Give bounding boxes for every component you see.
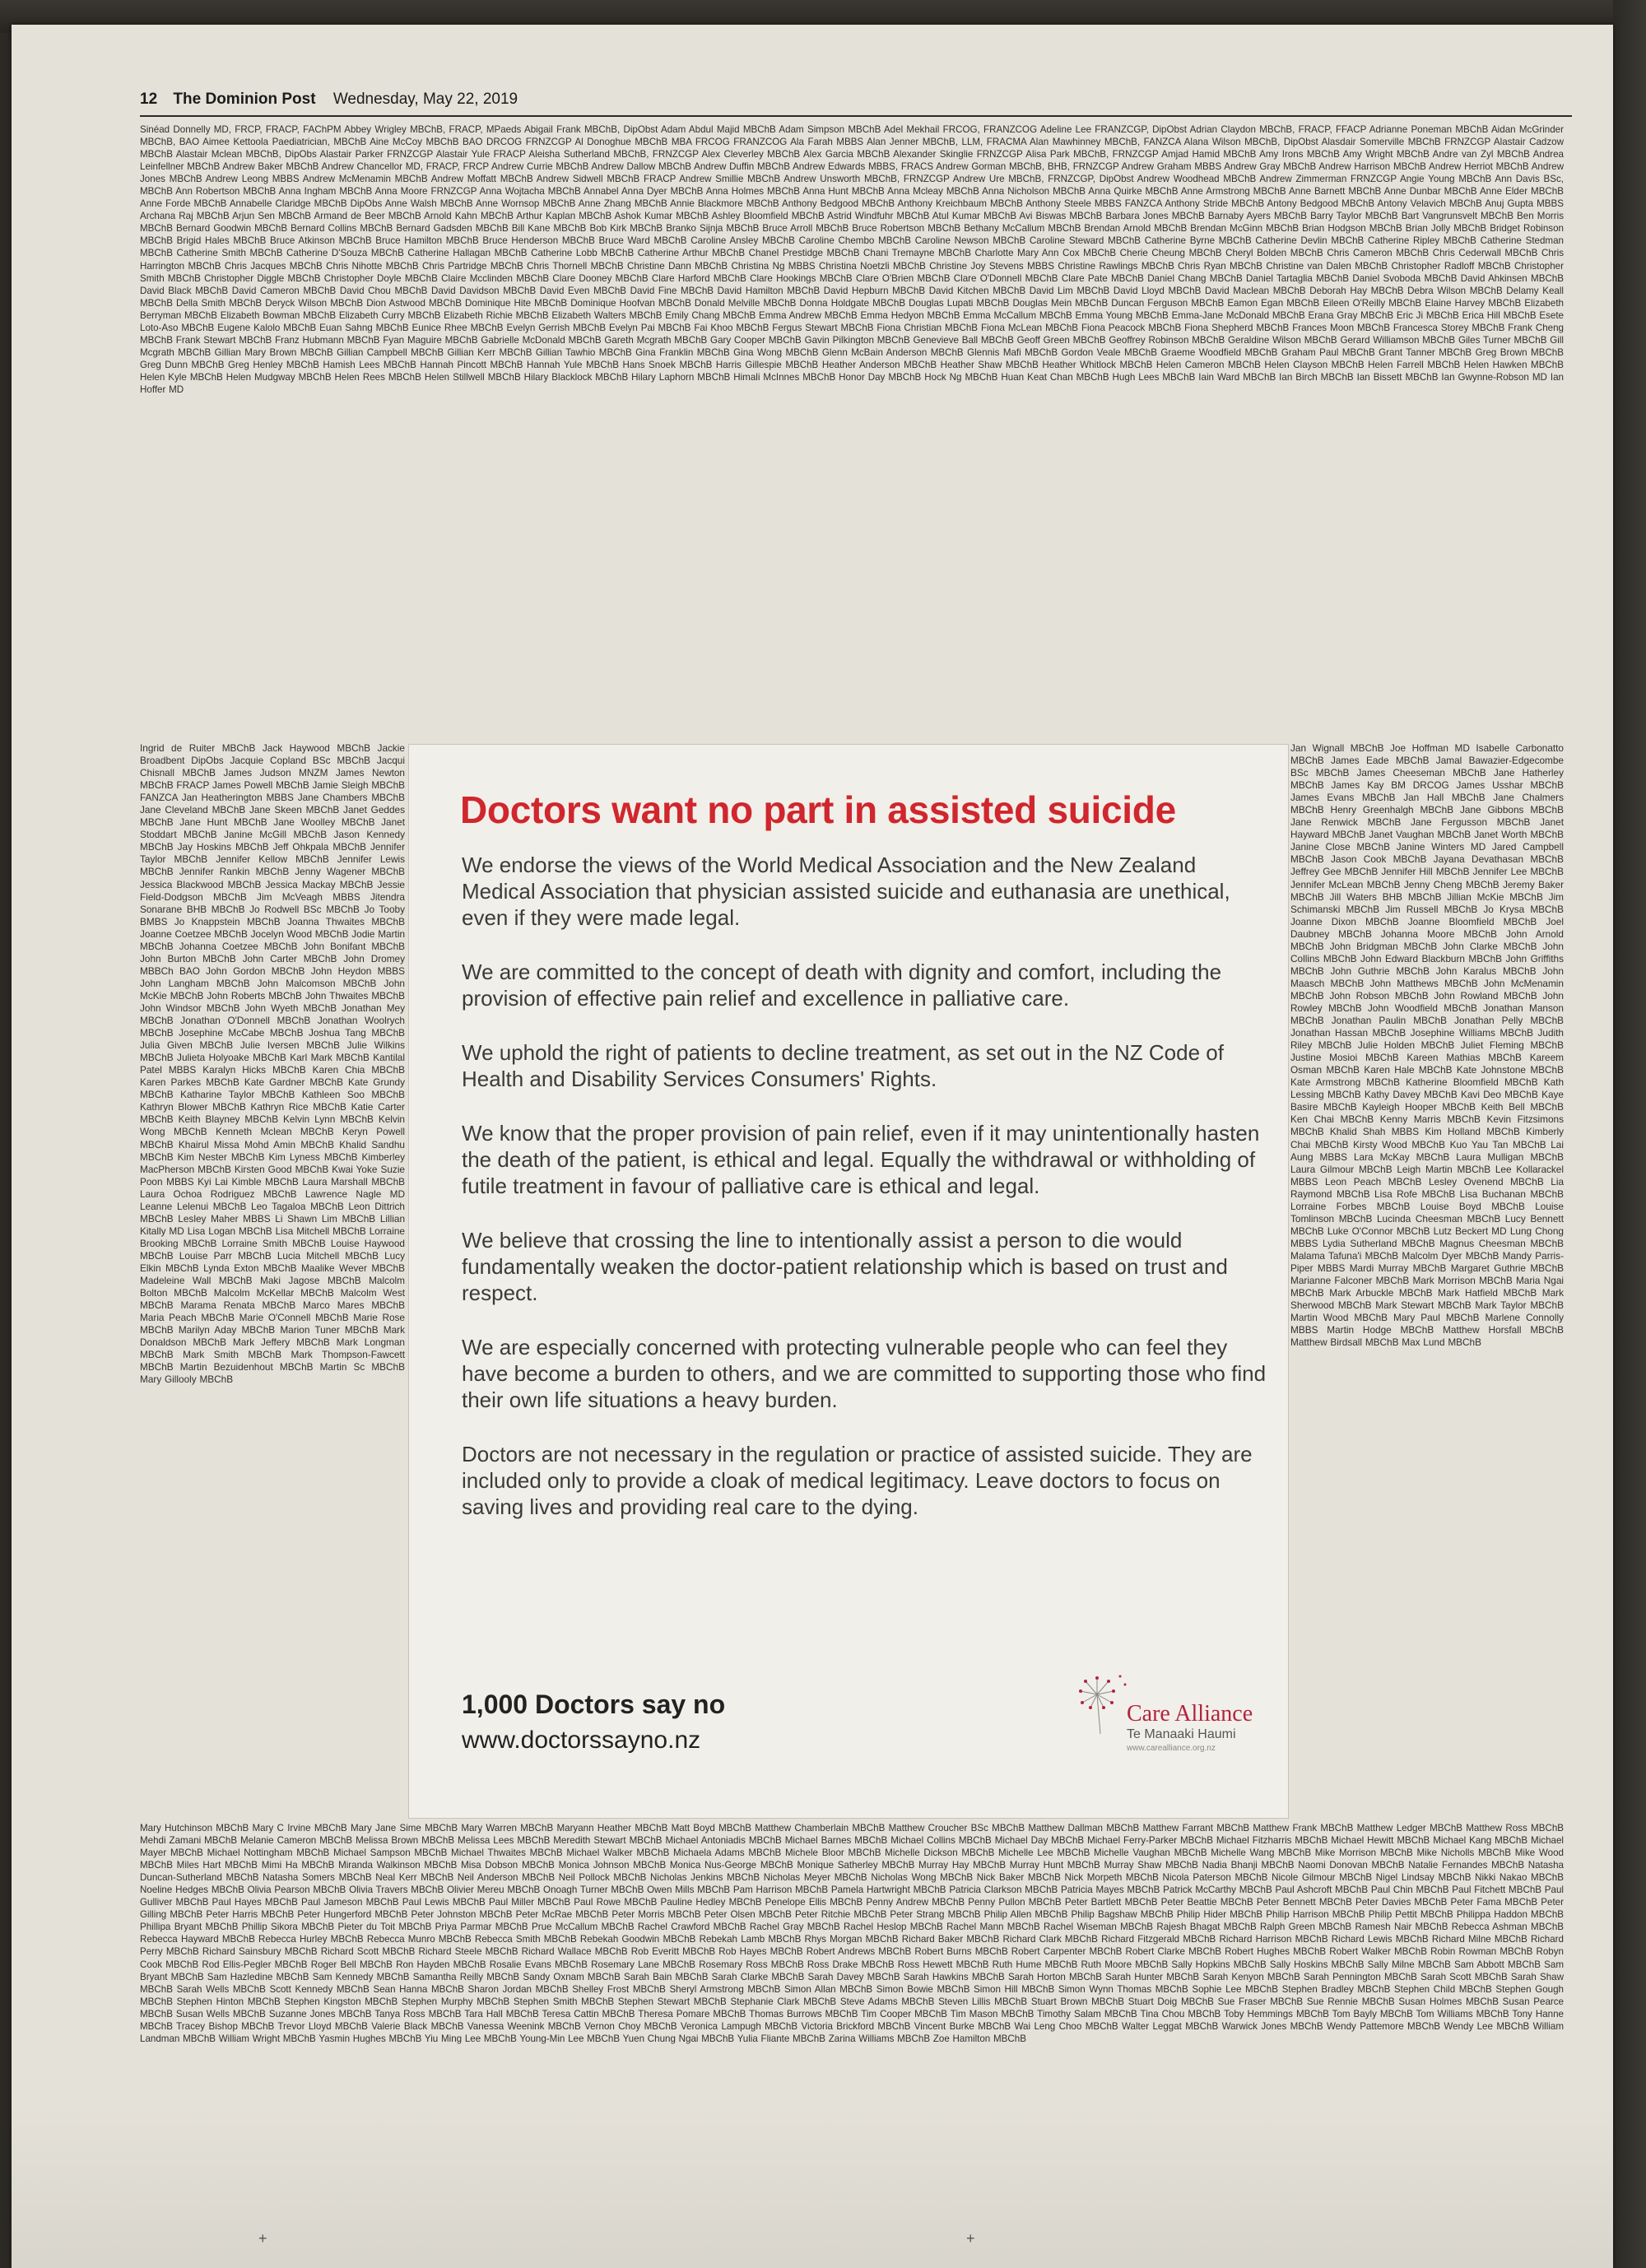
issue-date: Wednesday, May 22, 2019 [332, 91, 518, 108]
table-backdrop-right [1613, 0, 1646, 2268]
page-number: 12 [140, 91, 158, 108]
advert-paragraph: Doctors are not necessary in the regulation or practice of assisted suicide. They are included only to provide a cloak of medical legitimacy. Leave doctors to focus on saving lives and providing real care to the dying. [462, 1442, 1253, 1519]
advert-paragraph: We are especially concerned with protecting vulnerable people who can feel they have become a burden to others, and we are committed to supporting those who find their own life situations a heavy burden. [462, 1335, 1267, 1412]
advert-box [408, 744, 1289, 1819]
logo-subtitle: Te Manaaki Haumi [1127, 1727, 1236, 1741]
signatories-bottom: Mary Hutchinson MBChB Mary C Irvine MBChB Mary Jane Sime MBChB Mary Warren MBChB Maryann Heather MBChB Matt Boyd MBChB Matthew Chamberlain MBChB Matthew Croucher BSc MBChB Matthew Dallman MBChB Matthew Farrant MBChB Matthew Frank MBChB Matthew Ledger MBChB Matthew Ross MBChB Mehdi Zamani MBChB Melanie Cameron MBChB Melissa Brown MBChB Melissa Lees MBChB Meredith Stewart MBChB Michael Antoniadis MBChB Michael Barnes MBChB Michael Collins MBChB Michael Day MBChB Michael Ferry-Parker MBChB Michael Fitzharris MBChB Michael Hewitt MBChB Michael Kang MBChB Michael Mayer MBChB Michael Nottingham MBChB Michael Sampson MBChB Michael Thwaites MBChB Michael Walker MBChB Michaela Adams MBChB Michele Bloor MBChB Michelle Dickson MBChB Michelle Lee MBChB Michelle Vaughan MBChB Michelle Wang MBChB Mike Morrison MBChB Mike Nicholls MBChB Mike Wood MBChB Miles Hart MBChB Mimi Ha MBChB Miranda Walkinson MBChB Misa Dobson MBChB Monica Johnson MBChB Monica Nus-George MBChB Monique Satherley MBChB Murray Hay MBChB Murray Hunt MBChB Murray Shaw MBChB Nadia Bhanji MBChB Naomi Donovan MBChB Natalie Fernandes MBChB Natasha Duncan-Sutherland MBChB Natasha Somers MBChB Neal Kerr MBChB Neil Anderson MBChB Neil Pollock MBChB Nicholas Jenkins MBChB Nicholas Meyer MBChB Nicholas Wong MBChB Nick Baker MBChB Nick Morpeth MBChB Nicola Paterson MBChB Nicole Gilmour MBChB Nigel Lindsay MBChB Nikki Nakao MBChB Noeline Hedges MBChB Olivia Pearson MBChB Olivia Travers MBChB Olivier Mereu MBChB Onoagh Turner MBChB Owen Mills MBChB Pam Harrison MBChB Pamela Hartwright MBChB Patricia Clarkson MBChB Patricia Mayes MBChB Patrick McCarthy MBChB Paul Ashcroft MBChB Paul Chin MBChB Paul Fitchett MBChB Paul Gulliver MBChB Paul Hayes MBChB Paul Jameson MBChB Paul Lewis MBChB Paul Miller MBChB Paul Rowe MBChB Pauline Hedley MBChB Penelope Ellis MBChB Penny Andrew MBChB Penny Pullon MBChB Peter Bartlett MBChB Peter Beattie MBChB Peter Bennett MBChB Peter Davies MBChB Peter Fama MBChB Peter Gilling MBChB Peter Harris MBChB Peter Hungerford MBChB Peter Johnston MBChB Peter McRae MBChB Peter Morris MBChB Peter Olsen MBChB Peter Ritchie MBChB Peter Strang MBChB Philip Allen MBChB Philip Bagshaw MBChB Philip Hider MBChB Philip Harrison MBChB Philip Pettit MBChB Philippa Haddon MBChB Phillipa Bryant MBChB Phillip Sikora MBChB Pieter du Toit MBChB Priya Parmar MBChB Prue McCallum MBChB Rachel Crawford MBChB Rachel Gray MBChB Rachel Heslop MBChB Rachel Mann MBChB Rachel Wiseman MBChB Rajesh Bhagat MBChB Ralph Green MBChB Ramesh Nair MBChB Rebecca Ashman MBChB Rebecca Hayward MBChB Rebecca Hurley MBChB Rebecca Munro MBChB Rebecca Smith MBChB Rebekah Goodwin MBChB Rebekah Lamb MBChB Rhys Morgan MBChB Richard Baker MBChB Richard Clark MBChB Richard Fitzgerald MBChB Richard Harrison MBChB Richard Lewis MBChB Richard Milne MBChB Richard Perry MBChB Richard Sainsbury MBChB Richard Scott MBChB Richard Steele MBChB Richard Wallace MBChB Rob Everitt MBChB Rob Hayes MBChB Robert Andrews MBChB Robert Burns MBChB Robert Carpenter MBChB Robert Clarke MBChB Robert Hughes MBChB Robert Walker MBChB Robin Rowman MBChB Robyn Cook MBChB Rod Ellis-Pegler MBChB Roger Bell MBChB Ron Hayden MBChB Rosalie Evans MBChB Rosemary Lane MBChB Rosemary Ross MBChB Ross Drake MBChB Ross Hewett MBChB Ruth Hume MBChB Ruth Moore MBChB Sally Hopkins MBChB Sally Hoskins MBChB Sally Milne MBChB Sam Abbott MBChB Sam Bryant MBChB Sam Hazledine MBChB Sam Kennedy MBChB Samantha Reilly MBChB Sandy Oxnam MBChB Sarah Bain MBChB Sarah Clarke MBChB Sarah Davey MBChB Sarah Hawkins MBChB Sarah Horton MBChB Sarah Hunter MBChB Sarah Kenyon MBChB Sarah Pennington MBChB Sarah Scott MBChB Sarah Shaw MBChB Sarah Wells MBChB Scott Kennedy MBChB Sean Hanna MBChB Sharon Jordan MBChB Shelley Frost MBChB Sheryl Armstrong MBChB Simon Allan MBChB Simon Bowie MBChB Simon Hill MBChB Simon Wynn Thomas MBChB Sophie Lee MBChB Stephen Bradley MBChB Stephen Child MBChB Stephen Gough MBChB Stephen Hinton MBChB Stephen Kingston MBChB Stephen Murphy MBChB Stephen Smith MBChB Stephen Stewart MBChB Stephanie Clark MBChB Steve Adams MBChB Steven Lillis MBChB Stuart Brown MBChB Stuart Doig MBChB Sue Fraser MBChB Sue Rennie MBChB Susan Holmes MBChB Susan Pearce MBChB Susan Wells MBChB Suzanne Jones MBChB Tanya Ross MBChB Tara Hall MBChB Teresa Cattin MBChB Theresa Pomare MBChB Thomas Burrows MBChB Tim Cooper MBChB Tim Mason MBChB Timothy Salam MBChB Tina Chou MBChB Toby Hemmings MBChB Tom Bayly MBChB Tom Williams MBChB Tony Hanne MBChB Tracey Bishop MBChB Trevor Lloyd MBChB Valerie Black MBChB Vanessa Weenink MBChB Vernon Choy MBChB Veronica Lampugh MBChB Victoria Brickford MBChB Vincent Burke MBChB Wai Leng Choo MBChB Walter Leggat MBChB Warwick Jones MBChB Wendy Pattemore MBChB Wendy Lee MBChB William Landman MBChB William Wright MBChB Yasmin Hughes MBChB Yiu Ming Lee MBChB Young-Min Lee MBChB Yuen Chung Ngai MBChB Yulia Fliante MBChB Zarina Williams MBChB Zoe Hamilton MBChB [140, 1823, 1564, 2044]
page-bottom-margin [12, 2107, 1613, 2268]
advert-tagline: 1,000 Doctors say no [462, 1689, 726, 1719]
masthead-rule [140, 115, 1572, 117]
care-alliance-logo [1072, 1663, 1270, 1754]
registration-mark: + [966, 2230, 975, 2247]
signatories-top: Sinéad Donnelly MD, FRCP, FRACP, FAChPM Abbey Wrigley MBChB, FRACP, MPaeds Abigail Frank MBChB, DipObst Adam Abdul Majid MBChB Adam Simpson MBChB Adel Mekhail FRCOG, FRANZCOG Adeline Lee FRANZCGP, DipObst Adrian Claydon MBChB, FRACP, FFACP Adrianne Poneman MBChB Aidan McGrinder MBChB, BAO Aimee Kettoola Paediatrician, MBChB Aine McCoy MBChB BAO DRCOG FRNZCGP Al Donoghue MBChB MBA FRCOG FRANZCOG Ala Farah MBBS Alan Jenner MBChB, LLM, FRACMA Alan Mawhinney MBChB, FANZCA Alana Wilson MBChB, DipObst Alasdair Somerville MBChB FRNZCGP Alastair Cadzow MBChB Alastair Mclean MBChB, DipObs Alastair Parker FRNZCGP Alastair Yule FRACP Aleisha Sutherland MBChB, FRNZCGP Alex Cleverley MBChB Alex Garcia MBChB Alexander Skinglie FRNZCGP Alisa Park MBChB, FRNZCGP Amjad Hamid MBChB Amy Irons MBChB Amy Wright MBChB Andre van Zyl MBChB Andrea Leinfellner MBChB Andrew Baker MBChB Andrew Chancellor MD, FRACP, FRCP Andrew Currie MBChB Andrew Dallow MBChB Andrew Duffin MBChB Andrew Edwards MBBS, FRACS Andrew Gorman MBChB, BHB, FRNZCGP Andrew Graham MBBS Andrew Gray MBChB Andrew Harrison MBChB Andrew Herriot MBChB Andrew Jones MBChB Andrew Leong MBBS Andrew McMenamin MBChB Andrew Moffatt MBChB Andrew Sidwell MBChB FRACP Andrew Smillie MBChB Andrew Unsworth MBChB, FRNZCGP Andrew Ure MBChB, FRNZCGP, DipObst Andrew Woodhead MBChB Andrew Zimmerman FRNZCGP Angie Young MBChB Ann Davis BSc, MBChB Ann Robertson MBChB Anna Ingham MBChB Anna Moore FRNZCGP Anna Wojtacha MBChB Annabel Anna Dyer MBChB Anna Holmes MBChB Anna Hunt MBChB Anna Mcleay MBChB Anna Nicholson MBChB Anna Quirke MBChB Anne Armstrong MBChB Anne Barnett MBChB Anne Dunbar MBChB Anne Elder MBChB Anne Forde MBChB Annabelle Claridge MBChB DipObs Anne Walsh MBChB Anne Wornsop MBChB Anne Zhang MBChB Annie Blackmore MBChB Anthony Bedgood MBChB Anthony Kreichbaum MBChB Anthony Steele MBBS FANZCA Anthony Stride MBChB Antony Bedgood MBChB Antony Velavich MBChB Anuj Gupta MBBS Archana Raj MBChB Arjun Sen MBChB Armand de Beer MBChB Arnold Kahn MBChB Arthur Kaplan MBChB Ashok Kumar MBChB Ashley Bloomfield MBChB Astrid Windfuhr MBChB Atul Kumar MBChB Avi Biswas MBChB Barbara Jones MBChB Barnaby Ayers MBChB Barry Taylor MBChB Bart Vangrunsvelt MBChB Ben Morris MBChB Bernard Goodwin MBChB Bernard Collins MBChB Bernard Gadsden MBChB Bill Kane MBChB Bob Kirk MBChB Branko Sijnja MBChB Bruce Arroll MBChB Bruce Robertson MBChB Bethany McCallum MBChB Brendan Arnold MBChB Brendan McGinn MBChB Brian Hodgson MBChB Brian Jolly MBChB Bridget Robinson MBChB Brigid Hales MBChB Bruce Atkinson MBChB Bruce Hamilton MBChB Bruce Henderson MBChB Bruce Ward MBChB Caroline Ansley MBChB Caroline Chembo MBChB Caroline Newson MBChB Caroline Steward MBChB Catherine Byrne MBChB Catherine Devlin MBChB Catherine Ripley MBChB Catherine Stedman MBChB Catherine Smith MBChB Catherine D'Souza MBChB Catherine Hallagan MBChB Catherine Lobb MBChB Catherine Arthur MBChB Chanel Prestidge MBChB Chani Tremayne MBChB Charlotte Mary Ann Cox MBChB Cherie Cheung MBChB Cheryl Bolden MBChB Chris Cameron MBChB Chris Cederwall MBChB Chris Harrington MBChB Chris Jacques MBChB Chris Nihotte MBChB Chris Partridge MBChB Chris Thornell MBChB Christine Dann MBChB Christina Ng MBBS Christina Noetzli MBChB Christine Joy Stevens MBBS Christine Rawlings MBChB Chris Ryan MBChB Christine van Dalen MBChB Christopher Radloff MBChB Christopher Smith MBChB Christopher Diggle MBChB Christopher Doyle MBChB Claire Mcclinden MBChB Clare Dooney MBChB Clare Harford MBChB Clare Hookings MBChB Clare O'Brien MBChB Clare O'Donnell MBChB Clare Pate MBChB Daniel Chang MBChB Daniel Tartaglia MBChB Daniel Svoboda MBChB David Ahkinsen MBChB David Black MBChB David Cameron MBChB David Chou MBChB David Davidson MBChB David Even MBChB David Fine MBChB David Hamilton MBChB David Hepburn MBChB David Kitchen MBChB David Lim MBChB David Lloyd MBChB David Maclean MBChB Deborah Hay MBChB Debra Wilson MBChB Delamy Keall MBChB Della Smith MBChB Deryck Wilson MBChB Dion Astwood MBChB Dominique Hite MBChB Dominique Hoofvan MBChB Donald Melville MBChB Donna Holdgate MBChB Douglas Lupati MBChB Douglas Mein MBChB Duncan Ferguson MBChB Eamon Egan MBChB Eileen O'Reilly MBChB Elaine Harvey MBChB Elizabeth Berryman MBChB Elizabeth Bowman MBChB Elizabeth Curry MBChB Elizabeth Richie MBChB Elizabeth Walters MBChB Emily Chang MBChB Emma Andrew MBChB Emma Hedyon MBChB Emma McCallum MBChB Emma Young MBChB Emma-Jane McDonald MBChB Erana Gray MBChB Eric Ji MBChB Erica Hill MBChB Esete Loto-Aso MBChB Eugene Kalolo MBChB Euan Sahng MBChB Eunice Rhee MBChB Evelyn Gerrish MBChB Evelyn Pai MBChB Fai Khoo MBChB Fergus Stewart MBChB Fiona Christian MBChB Fiona McLean MBChB Fiona Peacock MBChB Fiona Shepherd MBChB Frances Moon MBChB Francesca Storey MBChB Frank Cheng MBChB Frank Stewart MBChB Franz Hubmann MBChB Fyan Maguire MBChB Gabrielle McDonald MBChB Gareth Mcgrath MBChB Gary Cooper MBChB Gavin Pilkington MBChB Genevieve Ball MBChB Geoff Green MBChB Geoffrey Robinson MBChB Geraldine Wilson MBChB Gerard Williamson MBChB Giles Turner MBChB Gill Mcgrath MBChB Gillian Mary Brown MBChB Gillian Campbell MBChB Gillian Kerr MBChB Gillian Tawhio MBChB Gina Franklin MBChB Gina Wong MBChB Glenn McBain Anderson MBChB Glennis Mafi MBChB Gordon Veale MBChB Graeme Woodfield MBChB Graham Paul MBChB Grant Tanner MBChB Greg Brown MBChB Greg Dunn MBChB Greg Henley MBChB Hamish Lees MBChB Hannah Pincott MBChB Hannah Yule MBChB Hans Snoek MBChB Harris Gillespie MBChB Heather Anderson MBChB Heather Shaw MBChB Heather Whitlock MBChB Helen Cameron MBChB Helen Clayson MBChB Helen Farrell MBChB Helen Hawken MBChB Helen Kyle MBChB Helen Mudgway MBChB Helen Rees MBChB Helen Stillwell MBChB Hilary Blacklock MBChB Hilary Laphorn MBChB Himali McInnes MBChB Honor Day MBChB Hock Ng MBChB Huan Keat Chan MBChB Hugh Lees MBChB Iain Ward MBChB Ian Birch MBChB Ian Bissett MBChB Ian Gwynne-Robson MD Ian Hoffer MD [140, 124, 1564, 395]
logo-url: www.carealliance.org.nz [1127, 1744, 1216, 1753]
advert-paragraph: We uphold the right of patients to decline treatment, as set out in the NZ Code of Health and Disability Services Consumers' Rights. [462, 1040, 1224, 1091]
signatories-right: Jan Wignall MBChB Joe Hoffman MD Isabelle Carbonatto MBChB James Eade MBChB Jamal Bawazier-Edgecombe BSc MBChB James Cheeseman MBChB Jane Hatherley MBChB James Kay BM DRCOG James Usshar MBChB James Evans MBChB Jan Hall MBChB Jane Chalmers MBChB Henry Greenhalgh MBChB Jane Gibbons MBChB Jane Renwick MBChB Jane Fergusson MBChB Janet Hayward MBChB Janet Vaughan MBChB Janet Worth MBChB Janine Close MBChB Janine Winters MD Jared Campbell MBChB Jason Cook MBChB Jayana Devathasan MBChB Jeffrey Gee MBChB Jennifer Hill MBChB Jennifer Lee MBChB Jennifer McLean MBChB Jenny Cheng MBChB Jeremy Baker MBChB Jill Waters BHB MBChB Jillian McKie MBChB Jim Schimanski MBChB Jim Russell MBChB Jo Krysa MBChB Joanne Dixon MBChB Joanne Bloomfield MBChB Joel Daubney MBChB Johanna Moore MBChB John Arnold MBChB John Bridgman MBChB John Clarke MBChB John Collins MBChB John Edward Blackburn MBChB John Griffiths MBChB John Guthrie MBChB John Karalus MBChB John Maasch MBChB John Matthews MBChB John McMenamin MBChB John Robson MBChB John Rowland MBChB John Rowley MBChB John Woodfield MBChB Jonathan Manson MBChB Jonathan Paulin MBChB Jonathan Pelly MBChB Jonathan Hassan MBChB Josephine Williams MBChB Judith Riley MBChB Julie Holden MBChB Juliet Fleming MBChB Justine Mosioi MBChB Kareen Mathias MBChB Kareem Osman MBChB Karen Hale MBChB Kate Johnstone MBChB Kate Armstrong MBChB Katherine Bloomfield MBChB Kath Lessing MBChB Kathy Davey MBChB Kavi Deo MBChB Kaye Basire MBChB Kayleigh Hooper MBChB Keith Bell MBChB Ken Chai MBChB Kenny Marris MBChB Kevin Fitzsimons MBChB Khalid Shah MBBS Kim Holland MBChB Kimberly Chai MBChB Kirsty Wood MBChB Kuo Yau Tan MBChB Lai Aung MBBS Lara McKay MBChB Laura Mulligan MBChB Laura Gilmour MBChB Leigh Martin MBChB Lee Kollarackel MBBS Leon Peach MBChB Lesley Ovenend MBChB Lia Raymond MBChB Lisa Rofe MBChB Lisa Buchanan MBChB Lorraine Forbes MBChB Louise Boyd MBChB Louise Tomlinson MBChB Lucinda Cheesman MBChB Lucy Bennett MBChB Luke O'Connor MBChB Lutz Beckert MD Lung Chong MBBS Lydia Sutherland MBChB Magnus Cheesman MBChB Malama Tafuna'i MBChB Malcolm Dyer MBChB Mandy Parris-Piper MBBS Mardi Murray MBChB Margaret Guthrie MBChB Marianne Falconer MBChB Mark Morrison MBChB Maria Ngai MBChB Mark Arbuckle MBChB Mark Hatfield MBChB Mark Sherwood MBChB Mark Stewart MBChB Mark Taylor MBChB Martin Wood MBChB Mary Paul MBChB Marlene Connolly MBBS Martin Hodge MBChB Matthew Horsfall MBChB Matthew Birdsall MBChB Max Lund MBChB [1290, 742, 1564, 1349]
advert-body [462, 852, 1268, 1548]
advert-title: Doctors want no part in assisted suicide [460, 788, 1176, 831]
advert-paragraph: We are committed to the concept of death with dignity and comfort, including the provision of effective pain relief and excellence in palliative care. [462, 960, 1222, 1011]
advert-website: www.doctorssayno.nz [462, 1727, 701, 1754]
logo-name: Care Alliance [1127, 1701, 1253, 1727]
registration-mark: + [258, 2230, 267, 2247]
paper-name: The Dominion Post [173, 91, 316, 108]
masthead [140, 91, 1572, 112]
dandelion-icon [1072, 1670, 1130, 1736]
signatories-left: Ingrid de Ruiter MBChB Jack Haywood MBChB Jackie Broadbent DipObs Jacquie Copland BSc MBChB Jacqui Chisnall MBChB James Judson MNZM James Newton MBChB FRACP James Powell MBChB Jamie Sleigh MBChB FANZCA Jan Heatherington MBBS Jane Chambers MBChB Jane Cleveland MBChB Jane Skeen MBChB Janet Geddes MBChB Jane Hunt MBChB Jane Woolley MBChB Janet Stoddart MBChB Janine McGill MBChB Jason Kennedy MBChB Jay Hoskins MBChB Jeff Ohkpala MBChB Jennifer Taylor MBChB Jennifer Kellow MBChB Jennifer Lewis MBChB Jennifer Rankin MBChB Jenny Wagener MBChB Jessica Blackwood MBChB Jessica Mackay MBChB Jessie Field-Dodgson MBChB Jim McVeagh MBBS Jitendra Sonarane BHB MBChB Jo Rodwell BSc MBChB Jo Tooby BMBS Jo Knappstein MBChB Joanna Thwaites MBChB Joanne Coetzee MBChB Jocelyn Wood MBChB Jodie Martin MBChB Johanna Coetzee MBChB John Bonifant MBChB John Burton MBChB John Carter MBChB John Dromey MBBCh BAO John Gordon MBChB John Heydon MBBS John Langham MBChB John Malcomson MBChB John McKie MBChB John Roberts MBChB John Thwaites MBChB John Windsor MBChB John Wyeth MBChB Jonathan Mey MBChB Jonathan O'Donnell MBChB Jonathan Woolrych MBChB Josephine McCabe MBChB Joshua Tang MBChB Julia Given MBChB Julie Iversen MBChB Julie Wilkins MBChB Julieta Holyoake MBChB Karl Mark MBChB Kantilal Patel MBBS Karalyn Hicks MBChB Karen Chia MBChB Karen Parkes MBChB Kate Gardner MBChB Kate Grundy MBChB Katharine Taylor MBChB Kathleen Soo MBChB Kathryn Blower MBChB Kathryn Rice MBChB Katie Carter MBChB Keith Blayney MBChB Kelvin Lynn MBChB Kelvin Wong MBChB Kenneth Mclean MBChB Keryn Powell MBChB Khairul Missa Mohd Amin MBChB Khalid Sandhu MBChB Kim Nester MBChB Kim Lyness MBChB Kimberley MacPherson MBChB Kirsten Good MBChB Kwai Yoke Suzie Poon MBBS Kyi Lai Kimble MBChB Laura Marshall MBChB Laura Ochoa Rodriguez MBChB Lawrence Nagle MD Leanne Lelenui MBChB Leo Tagaloa MBChB Leon Dittrich MBChB Lesley Maher MBBS Li Shawn Lim MBChB Lillian Kitally MD Lisa Logan MBChB Lisa Mitchell MBChB Lorraine Brooking MBChB Lorraine Smith MBChB Louise Haywood MBChB Louise Parr MBChB Lucia Mitchell MBChB Lucy Elkin MBChB Lynda Exton MBChB Maalike Wever MBChB Madeleine Wall MBChB Maki Jagose MBChB Malcolm Bolton MBChB Malcolm McKellar MBChB Malcolm West MBChB Marama Renata MBChB Marco Mares MBChB Maria Peach MBChB Marie O'Connell MBChB Marie Rose MBChB Marilyn Aday MBChB Marion Tuner MBChB Mark Donaldson MBChB Mark Jeffery MBChB Mark Longman MBChB Mark Smith MBChB Mark Thompson-Fawcett MBChB Martin Bezuidenhout MBChB Martin Sc MBChB Mary Gillooly MBChB [140, 742, 405, 1386]
advert-paragraph: We endorse the views of the World Medical Association and the New Zealand Medical Association that physician assisted suicide and euthanasia are unethical, even if they were made legal. [462, 853, 1230, 930]
advert-paragraph: We know that the proper provision of pain relief, even if it may unintentionally hasten the death of the patient, is ethical and legal. Equally the withdrawal or withholding of futile treatment in favour of palliative care is ethical and legal. [462, 1121, 1260, 1198]
advert-footer [462, 1689, 725, 1754]
advert-paragraph: We believe that crossing the line to intentionally assist a person to die would fundamentally weaken the doctor-patient relationship which is based on trust and respect. [462, 1228, 1228, 1305]
